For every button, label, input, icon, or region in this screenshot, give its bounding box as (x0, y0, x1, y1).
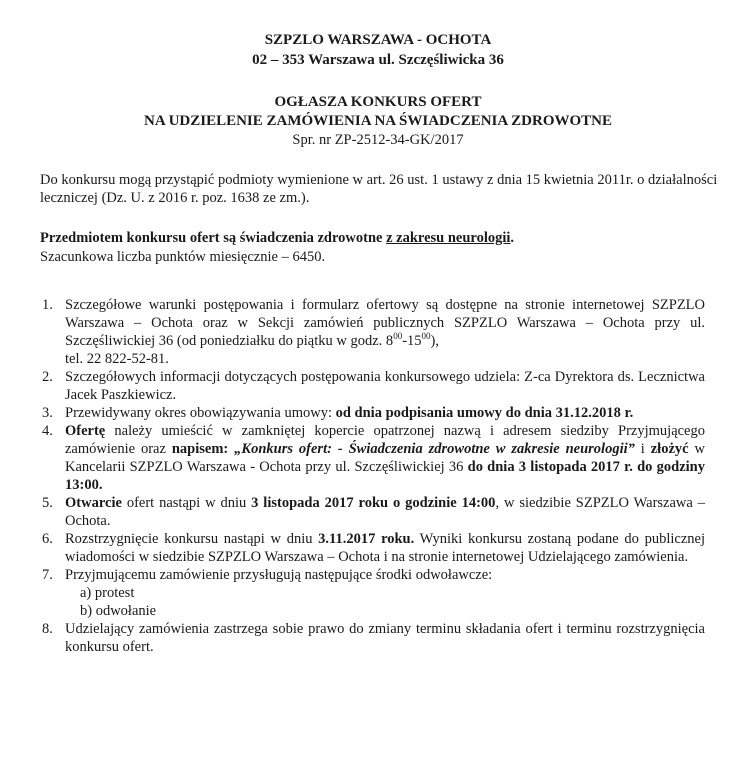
item-number: 5. (42, 495, 53, 511)
list-item (0, 566, 705, 620)
remedy-appeal: b) odwołanie (80, 603, 157, 619)
item-text: , w siedzibie SZPZLO Warszawa – Ochota. (65, 495, 705, 529)
subject-suffix: . (510, 230, 515, 246)
item-number: 2. (42, 369, 53, 385)
item-bold: Otwarcie (65, 495, 122, 511)
item-text: Wyniki konkursu zostaną podane do publicznej wiadomości w siedzibie SZPZLO Warszawa – Ochota i na stronie internetowej Udzielającego zamówienia. (65, 531, 705, 565)
intro-paragraph: Do konkursu mogą przystąpić podmioty wymienione w art. 26 ust. 1 ustawy z dnia 15 kwietnia 2011r. o działalności leczniczej (Dz. U. z 2016 r. poz. 1638 ze zm.). (40, 172, 718, 206)
item-text: Szczegółowe warunki postępowania i formularz ofertowy są dostępne na stronie internetowej SZPZLO Warszawa – Ochota oraz w Sekcji zamówień publicznych SZPZLO Warszawa – Ochota przy ul. Szczęśliwickiej 36 (od poniedziałku do piątku w godz. 8 (65, 297, 705, 349)
subject-prefix: Przedmiotem konkursu ofert są świadczenia zdrowotne (40, 230, 387, 246)
item-number: 3. (42, 405, 53, 421)
envelope-label: „Konkurs ofert: - Świadczenia zdrowotne w zakresie neurologii” (234, 441, 635, 457)
item-text: ), (430, 333, 439, 349)
points-estimate: Szacunkowa liczba punktów miesięcznie – 6450. (40, 249, 326, 265)
submission-deadline: do dnia 3 listopada 2017 r. do godziny 13:00. (65, 459, 705, 493)
item-bold: złożyć (650, 441, 689, 457)
list-item (0, 296, 705, 368)
item-number: 6. (42, 531, 53, 547)
list-item (0, 422, 705, 494)
announcement-subtitle: NA UDZIELENIE ZAMÓWIENIA NA ŚWIADCZENIA ZDROWOTNE (143, 113, 612, 129)
announcement-title: OGŁASZA KONKURS OFERT (274, 94, 482, 110)
hours-to-sup: 00 (421, 331, 431, 342)
list-item (0, 494, 705, 530)
hours-from-sup: 00 (393, 331, 403, 342)
item-number: 8. (42, 621, 53, 637)
item-bold: Ofertę (65, 423, 106, 439)
list-item (0, 530, 705, 566)
item-text: w Kancelarii SZPZLO Warszawa - Ochota przy ul. Szczęśliwickiej 36 (65, 441, 705, 475)
item-text: ofert nastąpi w dniu (121, 495, 252, 511)
item-number: 1. (42, 297, 53, 313)
org-name: SZPZLO WARSZAWA - OCHOTA (264, 32, 492, 48)
item-text: Rozstrzygnięcie konkursu nastąpi w dniu (65, 531, 319, 547)
item-text: -15 (402, 333, 422, 349)
item-text: Udzielający zamówienia zastrzega sobie prawo do zmiany terminu składania ofert i terminu rozstrzygnięcia konkursu ofert. (65, 621, 705, 655)
list-item (0, 404, 705, 422)
item-text: Szczegółowych informacji dotyczących postępowania konkursowego udziela: Z-ca Dyrektora ds. Lecznictwa Jacek Paszkiewicz. (65, 369, 705, 403)
item-text: Przewidywany okres obowiązywania umowy: (65, 405, 336, 421)
item-text: Przyjmującemu zamówienie przysługują następujące środki odwoławcze: (65, 567, 493, 583)
org-address: 02 – 353 Warszawa ul. Szczęśliwicka 36 (252, 52, 504, 68)
subject-underlined: z zakresu neurologii (386, 230, 511, 246)
case-reference: Spr. nr ZP-2512-34-GK/2017 (292, 132, 464, 148)
conditions-list (0, 296, 756, 656)
item-text: należy umieścić w zamkniętej kopercie opatrzonej nazwą i adresem siedziby Przyjmującego zamówienie oraz (65, 423, 705, 457)
item-text: i (634, 441, 651, 457)
item-number: 4. (42, 423, 53, 439)
item-number: 7. (42, 567, 53, 583)
phone-number: tel. 22 822-52-81. (65, 351, 169, 367)
item-bold: napisem: (171, 441, 235, 457)
contract-period: od dnia podpisania umowy do dnia 31.12.2018 r. (335, 405, 634, 421)
list-item (0, 620, 705, 656)
list-item (0, 368, 705, 404)
subject-line (40, 229, 720, 247)
opening-date: 3 listopada 2017 roku o godzinie 14:00 (251, 495, 496, 511)
remedy-protest: a) protest (80, 585, 135, 601)
resolution-date: 3.11.2017 roku. (318, 531, 415, 547)
